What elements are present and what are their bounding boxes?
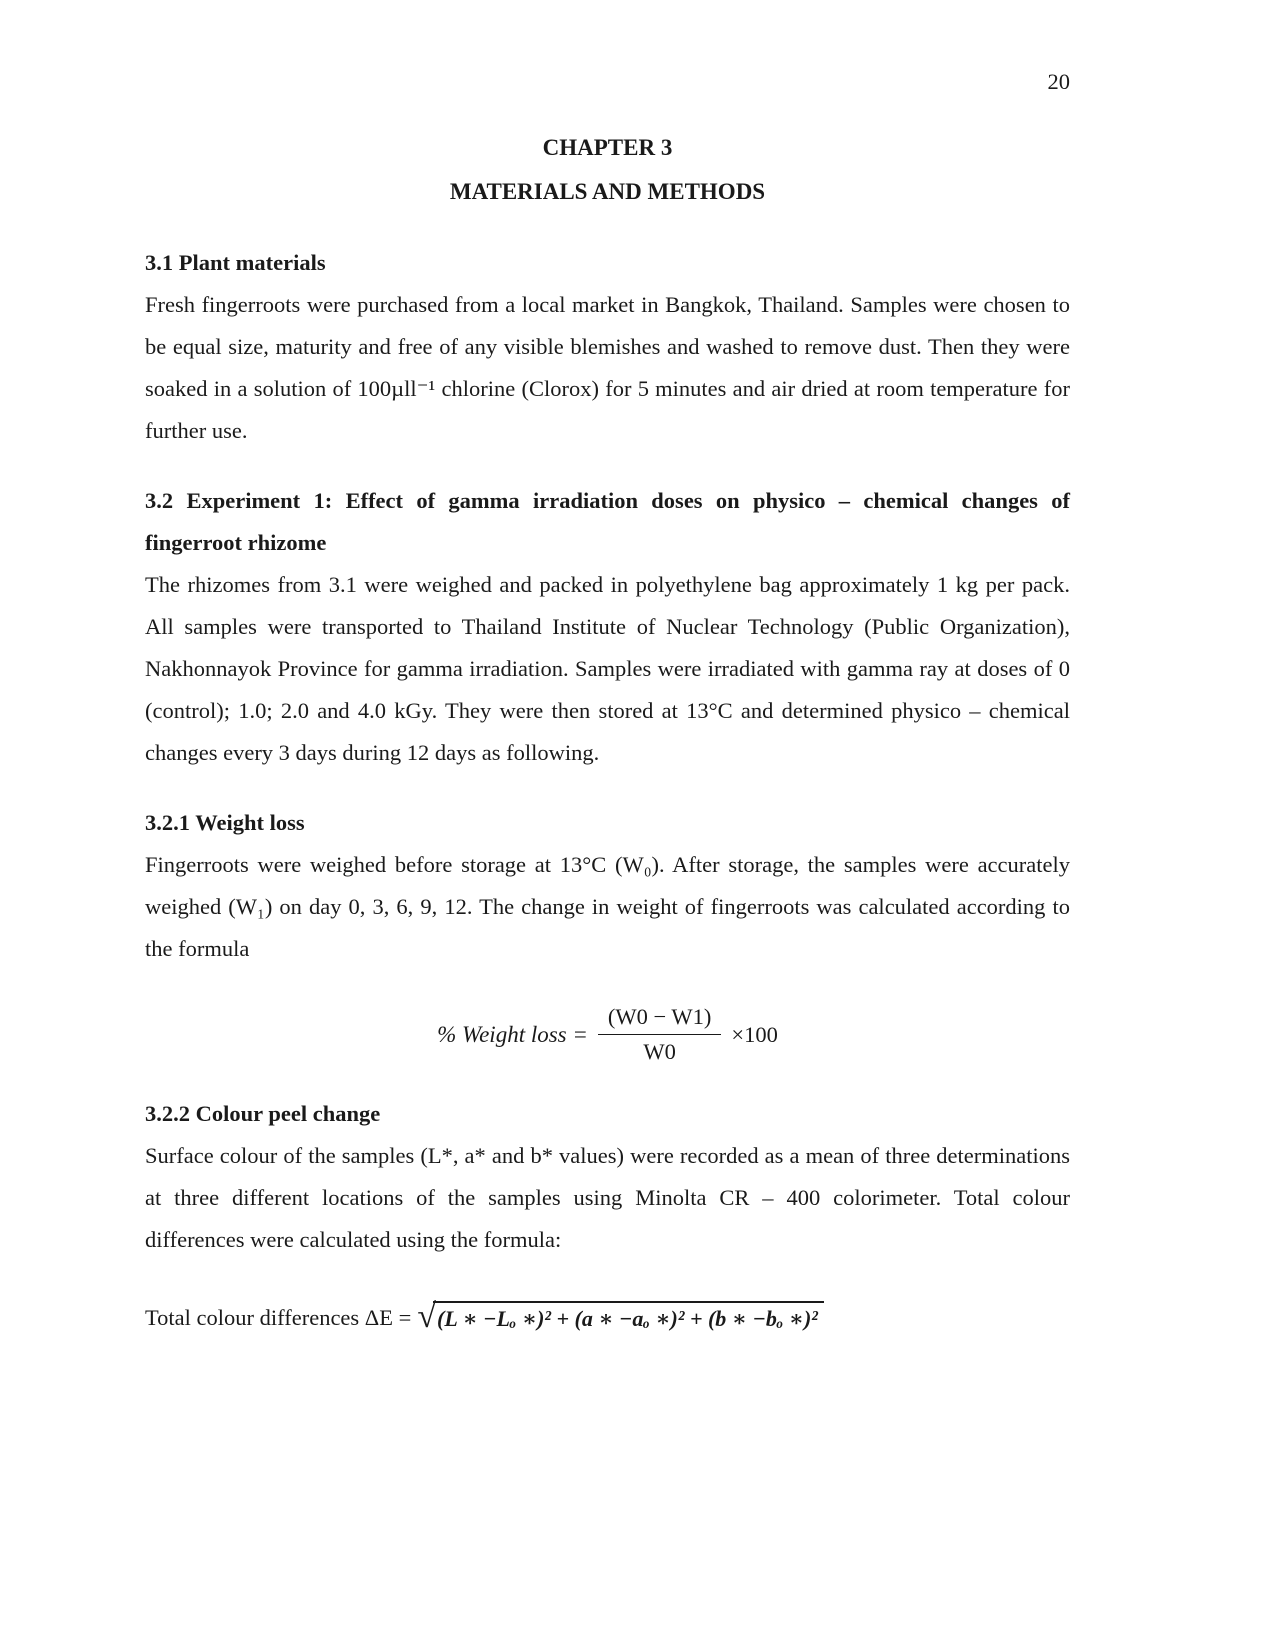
section-heading-3-2-2: 3.2.2 Colour peel change	[145, 1101, 381, 1126]
delta-e-radicand: (L ∗ −Lₒ ∗)² + (a ∗ −aₒ ∗)² + (b ∗ −bₒ ∗)²	[433, 1301, 824, 1335]
page-number: 20	[1047, 69, 1070, 94]
weight-loss-formula-inline	[437, 1004, 778, 1065]
section-heading-3-1: 3.1 Plant materials	[145, 250, 326, 275]
weight-loss-fraction	[598, 1004, 722, 1065]
weight-loss-formula-lhs: % Weight loss =	[437, 1021, 588, 1047]
radical-sign: √	[417, 1298, 436, 1335]
section-body-3-2: The rhizomes from 3.1 were weighed and packed in polyethylene bag approximately 1 kg per pack. All samples were transported to Thailand Institute of Nuclear Technology (Public Organization), Nakhonnayok Province for gamma irradiation. Samples were irradiated with gamma ray at doses of 0 (control); 1.0; 2.0 and 4.0 kGy. They were then stored at 13°C and determined physico – chemical changes every 3 days during 12 days as following.	[145, 572, 1070, 765]
delta-e-formula	[145, 1298, 1070, 1335]
weight-loss-formula	[145, 1004, 1070, 1065]
chapter-title: CHAPTER 3	[542, 135, 673, 160]
section-heading-3-2-1: 3.2.1 Weight loss	[145, 810, 305, 835]
weight-loss-fraction-numerator: (W0 − W1)	[598, 1004, 722, 1035]
section-body-3-1: Fresh fingerroots were purchased from a local market in Bangkok, Thailand. Samples were chosen to be equal size, maturity and free of any visible blemishes and washed to remove dust. Then they were soaked in a solution of 100µll⁻¹ chlorine (Clorox) for 5 minutes and air dried at room temperature for further use.	[145, 292, 1070, 443]
weight-loss-fraction-denominator: W0	[643, 1039, 676, 1064]
section-body-3-2-1: Fingerroots were weighed before storage at 13°C (W₀). After storage, the samples were accurately weighed (W₁) on day 0, 3, 6, 9, 12. The change in weight of fingerroots was calculated according to the formula	[145, 852, 1070, 961]
chapter-subtitle: MATERIALS AND METHODS	[449, 179, 766, 204]
delta-e-square-root	[417, 1298, 824, 1335]
section-heading-3-2: 3.2 Experiment 1: Effect of gamma irradiation doses on physico – chemical changes of fingerroot rhizome	[145, 488, 1070, 555]
delta-e-formula-prefix: Total colour differences ΔE =	[145, 1305, 412, 1330]
weight-loss-formula-multiplier: ×100	[731, 1021, 778, 1047]
section-body-3-2-2: Surface colour of the samples (L*, a* and b* values) were recorded as a mean of three determinations at three different locations of the samples using Minolta CR – 400 colorimeter. Total colour differences were calculated using the formula:	[145, 1143, 1070, 1252]
